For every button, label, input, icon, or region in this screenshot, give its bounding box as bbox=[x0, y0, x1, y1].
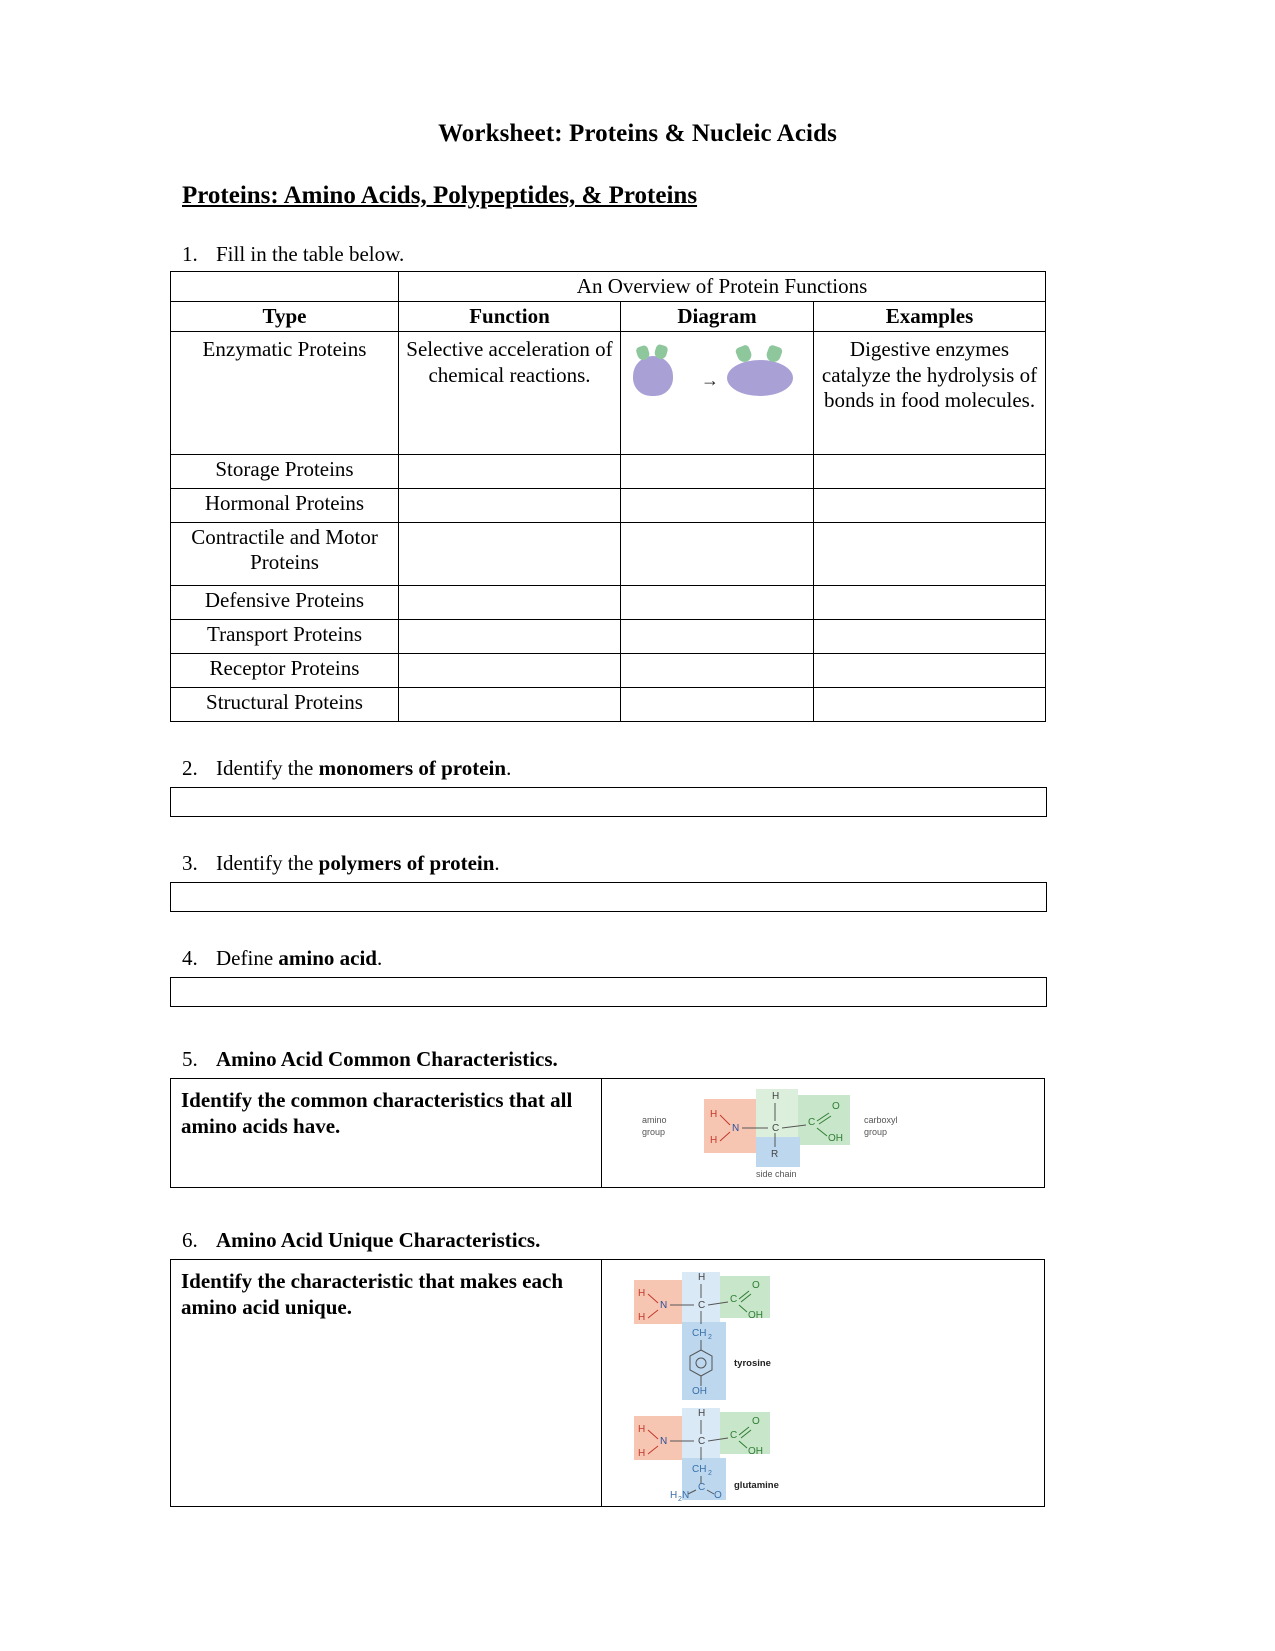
table-row bbox=[171, 455, 1046, 489]
svg-text:OH: OH bbox=[748, 1446, 763, 1457]
svg-text:H: H bbox=[710, 1135, 718, 1146]
svg-text:O: O bbox=[752, 1416, 760, 1427]
cell-examples[interactable] bbox=[814, 654, 1046, 688]
cell-function[interactable] bbox=[399, 688, 621, 722]
question-3-bold: polymers of protein bbox=[318, 851, 495, 875]
cell-type: Receptor Proteins bbox=[171, 654, 399, 688]
question-3-number: 3. bbox=[182, 851, 198, 875]
question-2 bbox=[170, 756, 1105, 781]
svg-text:C: C bbox=[730, 1294, 738, 1305]
cell-diagram[interactable] bbox=[621, 489, 814, 523]
cell-function: Selective acceleration of chemical reactions. bbox=[399, 332, 621, 455]
cell-type: Transport Proteins bbox=[171, 620, 399, 654]
caption-spacer bbox=[171, 272, 399, 302]
generic-amino-acid-diagram bbox=[602, 1079, 1044, 1187]
unique-characteristics-prompt[interactable]: Identify the characteristic that makes each amino acid unique. bbox=[171, 1260, 602, 1506]
header-examples: Examples bbox=[814, 302, 1046, 332]
svg-text:amino: amino bbox=[642, 1115, 667, 1125]
svg-text:H: H bbox=[638, 1288, 646, 1299]
table-caption-row bbox=[171, 272, 1046, 302]
svg-text:N: N bbox=[732, 1123, 740, 1134]
svg-text:N: N bbox=[682, 1490, 690, 1501]
cell-function[interactable] bbox=[399, 489, 621, 523]
question-6 bbox=[170, 1228, 1105, 1253]
cell-examples[interactable] bbox=[814, 523, 1046, 586]
svg-text:H: H bbox=[698, 1408, 706, 1419]
cell-diagram[interactable] bbox=[621, 523, 814, 586]
question-5 bbox=[170, 1047, 1105, 1072]
table-row bbox=[171, 489, 1046, 523]
svg-text:group: group bbox=[642, 1127, 666, 1137]
svg-text:N: N bbox=[660, 1436, 668, 1447]
header-function: Function bbox=[399, 302, 621, 332]
cell-function[interactable] bbox=[399, 620, 621, 654]
cell-diagram[interactable] bbox=[621, 688, 814, 722]
common-characteristics-box bbox=[170, 1078, 1045, 1188]
question-2-bold: monomers of protein bbox=[318, 756, 507, 780]
svg-text:H: H bbox=[638, 1312, 646, 1323]
svg-text:O: O bbox=[714, 1490, 722, 1501]
arrow-icon: → bbox=[701, 370, 719, 390]
svg-text:OH: OH bbox=[828, 1133, 843, 1144]
question-4-bold: amino acid bbox=[278, 946, 377, 970]
section-heading: Proteins: Amino Acids, Polypeptides, & Proteins bbox=[182, 182, 698, 209]
svg-text:O: O bbox=[752, 1280, 760, 1291]
unique-amino-acid-diagrams bbox=[602, 1260, 1044, 1506]
table-header-row bbox=[171, 302, 1046, 332]
question-2-text: Identify the bbox=[216, 756, 319, 780]
cell-function[interactable] bbox=[399, 654, 621, 688]
question-3 bbox=[170, 851, 1105, 876]
svg-text:side chain: side chain bbox=[756, 1169, 797, 1179]
svg-text:OH: OH bbox=[692, 1386, 707, 1397]
question-1 bbox=[170, 242, 1105, 267]
page-title: Worksheet: Proteins & Nucleic Acids bbox=[438, 120, 837, 147]
table-row bbox=[171, 523, 1046, 586]
svg-text:O: O bbox=[832, 1101, 840, 1112]
tyrosine-glutamine-svg bbox=[608, 1266, 1038, 1504]
svg-text:C: C bbox=[698, 1300, 706, 1311]
cell-examples[interactable] bbox=[814, 489, 1046, 523]
table-row bbox=[171, 688, 1046, 722]
cell-examples[interactable] bbox=[814, 586, 1046, 620]
cell-examples[interactable] bbox=[814, 620, 1046, 654]
cell-type: Storage Proteins bbox=[171, 455, 399, 489]
header-type: Type bbox=[171, 302, 399, 332]
header-diagram: Diagram bbox=[621, 302, 814, 332]
question-6-number: 6. bbox=[182, 1228, 198, 1252]
table-row bbox=[171, 654, 1046, 688]
protein-functions-table bbox=[170, 271, 1046, 722]
cell-diagram bbox=[621, 332, 814, 455]
cell-type: Defensive Proteins bbox=[171, 586, 399, 620]
cell-diagram[interactable] bbox=[621, 620, 814, 654]
question-4-text: Define bbox=[216, 946, 279, 970]
question-6-bold: Amino Acid Unique Characteristics. bbox=[216, 1228, 541, 1252]
svg-text:C: C bbox=[808, 1117, 816, 1128]
svg-text:tyrosine: tyrosine bbox=[734, 1358, 771, 1369]
svg-text:2: 2 bbox=[708, 1334, 712, 1341]
svg-text:C: C bbox=[730, 1430, 738, 1441]
svg-text:group: group bbox=[864, 1127, 888, 1137]
svg-text:C: C bbox=[772, 1123, 780, 1134]
cell-function[interactable] bbox=[399, 523, 621, 586]
question-1-number: 1. bbox=[182, 242, 198, 266]
question-4-number: 4. bbox=[182, 946, 198, 970]
svg-text:glutamine: glutamine bbox=[734, 1480, 779, 1491]
table-caption: An Overview of Protein Functions bbox=[399, 272, 1046, 302]
svg-text:C: C bbox=[698, 1482, 706, 1493]
question-4 bbox=[170, 946, 1105, 971]
cell-diagram[interactable] bbox=[621, 455, 814, 489]
svg-text:OH: OH bbox=[748, 1310, 763, 1321]
table-row bbox=[171, 620, 1046, 654]
cell-diagram[interactable] bbox=[621, 654, 814, 688]
cell-type: Contractile and Motor Proteins bbox=[171, 523, 399, 586]
svg-text:2: 2 bbox=[678, 1496, 682, 1503]
question-1-text: Fill in the table below. bbox=[216, 242, 405, 266]
svg-text:H: H bbox=[772, 1091, 780, 1102]
svg-text:carboxyl: carboxyl bbox=[864, 1115, 898, 1125]
cell-diagram[interactable] bbox=[621, 586, 814, 620]
cell-type: Enzymatic Proteins bbox=[171, 332, 399, 455]
cell-function[interactable] bbox=[399, 455, 621, 489]
cell-examples: Digestive enzymes catalyze the hydrolysis of bonds in food molecules. bbox=[814, 332, 1046, 455]
cell-examples[interactable] bbox=[814, 455, 1046, 489]
svg-text:R: R bbox=[771, 1149, 779, 1160]
cell-type: Structural Proteins bbox=[171, 688, 399, 722]
answer-box-4[interactable] bbox=[170, 977, 1047, 1007]
generic-amino-acid-svg bbox=[608, 1085, 1038, 1181]
svg-text:CH: CH bbox=[692, 1464, 707, 1475]
unique-characteristics-box bbox=[170, 1259, 1045, 1507]
question-2-text-after: . bbox=[506, 756, 512, 780]
question-3-text-after: . bbox=[494, 851, 500, 875]
cell-examples[interactable] bbox=[814, 688, 1046, 722]
svg-text:H: H bbox=[638, 1424, 646, 1435]
cell-type: Hormonal Proteins bbox=[171, 489, 399, 523]
answer-box-3[interactable] bbox=[170, 882, 1047, 912]
svg-text:H: H bbox=[710, 1109, 718, 1120]
cell-function[interactable] bbox=[399, 586, 621, 620]
table-row bbox=[171, 332, 1046, 455]
question-2-number: 2. bbox=[182, 756, 198, 780]
enzyme-substrate-icon bbox=[627, 340, 807, 400]
question-4-text-after: . bbox=[376, 946, 383, 970]
question-3-text: Identify the bbox=[216, 851, 319, 875]
svg-text:N: N bbox=[660, 1300, 668, 1311]
svg-text:H: H bbox=[670, 1490, 678, 1501]
svg-text:2: 2 bbox=[708, 1470, 712, 1477]
svg-text:H: H bbox=[638, 1448, 646, 1459]
table-row bbox=[171, 586, 1046, 620]
svg-text:H: H bbox=[698, 1272, 706, 1283]
common-characteristics-prompt[interactable]: Identify the common characteristics that all amino acids have. bbox=[171, 1079, 602, 1187]
question-5-bold: Amino Acid Common Characteristics. bbox=[216, 1047, 558, 1071]
svg-text:C: C bbox=[698, 1436, 706, 1447]
svg-text:CH: CH bbox=[692, 1328, 707, 1339]
answer-box-2[interactable] bbox=[170, 787, 1047, 817]
question-5-number: 5. bbox=[182, 1047, 198, 1071]
